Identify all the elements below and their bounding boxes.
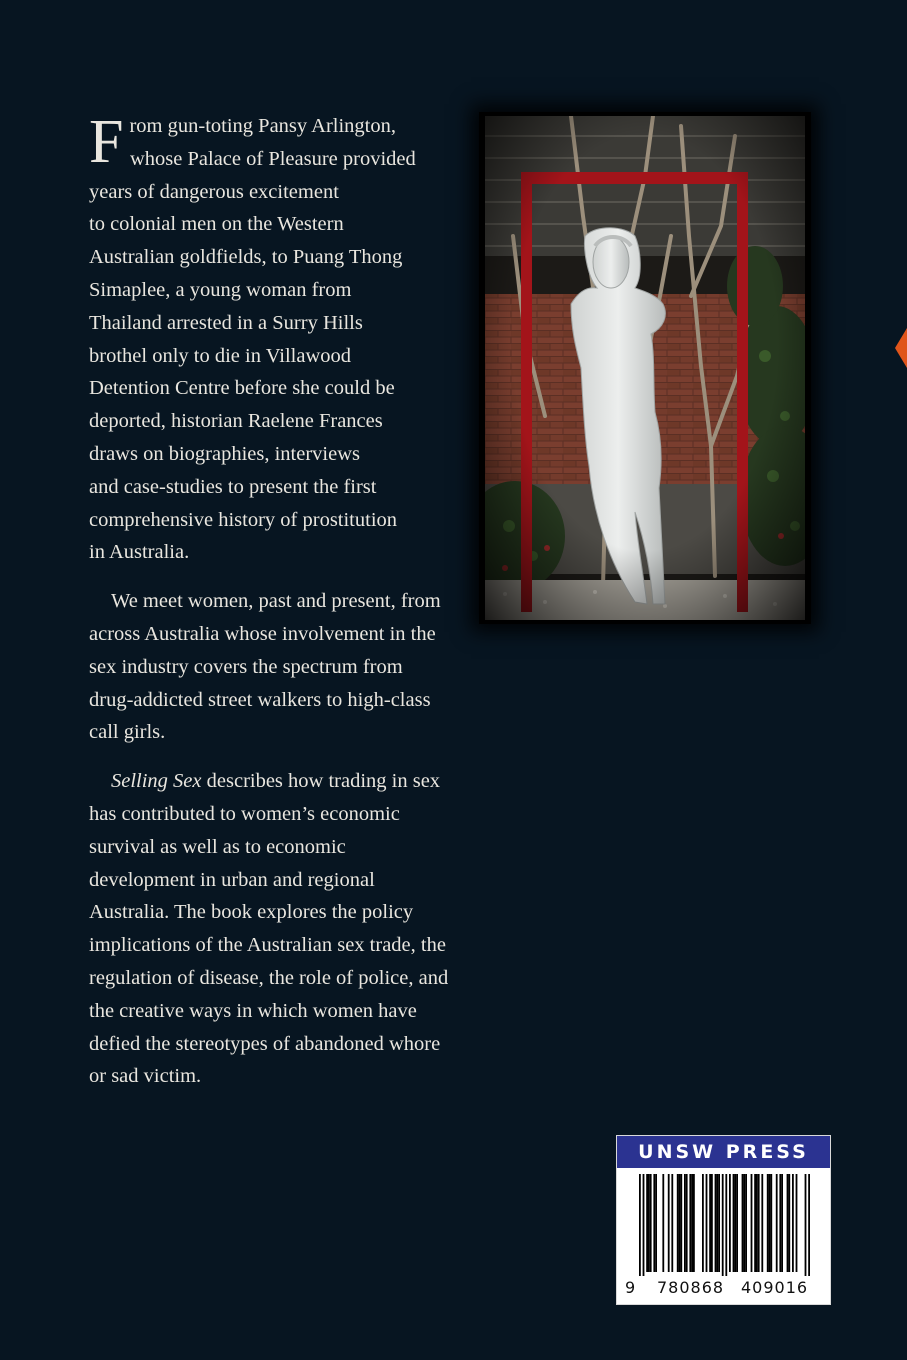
barcode-bar [781, 1174, 783, 1272]
barcode-bar [805, 1174, 807, 1276]
barcode-bar [796, 1174, 798, 1272]
blurb-line: years of dangerous excitement [89, 180, 339, 203]
blurb-line: comprehensive history of prostitution [89, 508, 398, 531]
blurb-line: deported, historian Raelene Frances [89, 410, 383, 433]
barcode-bar [648, 1174, 650, 1272]
barcode-bar [758, 1174, 760, 1272]
blurb-line: to colonial men on the Western [89, 213, 344, 236]
barcode-bar [650, 1174, 652, 1272]
barcode-bar [769, 1174, 771, 1272]
barcode-bar [686, 1174, 688, 1272]
barcode-bar [671, 1174, 673, 1272]
isbn-lead-digit: 9 [625, 1278, 636, 1297]
blurb-line: Australian goldfields, to Puang Thong [89, 246, 403, 269]
blurb-line: Detention Centre before she could be [89, 377, 395, 400]
blurb-line: in Australia. [89, 541, 190, 564]
blurb-line: whose Palace of Pleasure provided [130, 147, 416, 170]
barcode-bar [722, 1174, 724, 1276]
barcode-bar [684, 1174, 686, 1272]
barcode-bar [745, 1174, 747, 1272]
blurb-paragraph-3-text: describes how trading in sex has contributed to women’s economic survival as well as to economic development in urban and regional Australia. The book explores the policy implications of the Australian sex trade, the regulation of disease, the role of police, and the creative ways in which women have defied the stereotypes of abandoned whore or sad victim. [89, 770, 449, 1088]
isbn-barcode [617, 1168, 830, 1276]
barcode-bar [662, 1174, 664, 1272]
blurb-paragraph-2: We meet women, past and present, from across Australia whose involvement in the sex industry covers the spectrum from drug-addicted street walkers to high-class call girls. [89, 590, 441, 744]
barcode-bar [639, 1174, 641, 1276]
barcode-bar [691, 1174, 693, 1272]
statue-photo [485, 116, 805, 620]
barcode-bar [734, 1174, 736, 1272]
blurb-line: and case-studies to present the first [89, 475, 377, 498]
barcode-bar [693, 1174, 695, 1272]
barcode-bar [677, 1174, 679, 1272]
blurb-paragraph-3 [89, 765, 449, 1093]
barcode-bar [770, 1174, 772, 1272]
barcode-bar [756, 1174, 758, 1272]
barcode-bar [779, 1174, 781, 1272]
barcode-bar [679, 1174, 681, 1272]
isbn-number [617, 1278, 830, 1302]
barcode-bar [743, 1174, 745, 1272]
barcode-bar [767, 1174, 769, 1272]
barcode-bar [715, 1174, 717, 1272]
edge-accent-mark [895, 328, 907, 368]
barcode-bar [792, 1174, 794, 1272]
blurb-paragraph-1 [89, 110, 449, 569]
book-title-italic: Selling Sex [111, 770, 202, 793]
barcode-box [616, 1135, 831, 1305]
isbn-left-digits: 780868 [657, 1278, 725, 1297]
barcode-bar [643, 1174, 645, 1276]
barcode-bar [776, 1174, 778, 1272]
barcode-bar [742, 1174, 744, 1272]
blurb-line: brothel only to die in Villawood [89, 344, 352, 367]
barcode-bar [680, 1174, 682, 1272]
isbn-right-digits: 409016 [741, 1278, 809, 1297]
back-cover-blurb [89, 110, 449, 1109]
barcode-bar [808, 1174, 810, 1276]
barcode-bar [711, 1174, 713, 1272]
barcode-bar [718, 1174, 720, 1272]
barcode-bar [751, 1174, 753, 1272]
blurb-line: rom gun-toting Pansy Arlington, [129, 115, 396, 137]
blurb-line: Simaplee, a young woman from [89, 278, 352, 301]
barcode-bar [729, 1174, 731, 1272]
barcode-bar [787, 1174, 789, 1272]
drop-cap: F [89, 108, 124, 176]
publisher-name: UNSW PRESS [617, 1136, 830, 1168]
barcode-bar [653, 1174, 655, 1272]
statue-photo-illustration [485, 116, 805, 620]
barcode-bar [736, 1174, 738, 1272]
barcode-bar [733, 1174, 735, 1272]
blurb-line: Thailand arrested in a Surry Hills [89, 311, 363, 334]
barcode-bar [788, 1174, 790, 1272]
barcode-bar [709, 1174, 711, 1272]
barcode-bar [689, 1174, 691, 1272]
barcode-bar [668, 1174, 670, 1272]
barcode-bar [725, 1174, 727, 1276]
barcode-bar [646, 1174, 648, 1272]
barcode-bar [754, 1174, 756, 1272]
barcode-bar [706, 1174, 708, 1272]
barcode-bar [655, 1174, 657, 1272]
barcode-bar [761, 1174, 763, 1272]
blurb-line: draws on biographies, interviews [89, 442, 360, 465]
barcode-bar [716, 1174, 718, 1272]
barcode-bar [702, 1174, 704, 1272]
